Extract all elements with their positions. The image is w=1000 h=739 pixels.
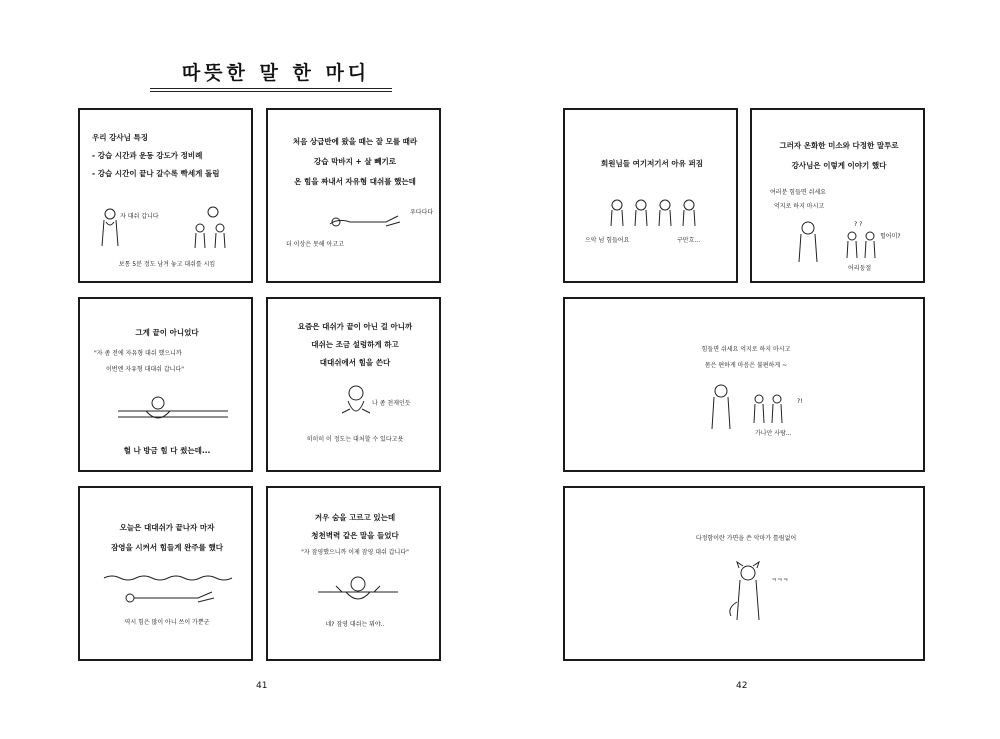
panel-2-line-3: 온 힘을 짜내서 자유형 대쉬를 했는데 <box>294 177 416 186</box>
comic-panel-10 <box>563 486 925 661</box>
panel-6-caption: 히히히 이 정도는 대처할 수 있다고욧 <box>306 436 404 443</box>
panel-2-caption: 더 이상은 못해 아고고 <box>286 241 344 248</box>
panel-4-line-2: 강사님은 이렇게 이야기 했다 <box>791 161 887 170</box>
panel-5-quote-2: 이번엔 자유형 대대쉬 갑니다" <box>106 366 185 373</box>
title-rule-top <box>150 88 392 89</box>
page-title: 따뜻한 말 한 마디 <box>181 62 371 84</box>
panel-3-line-1: 회원님들 여기저기서 아유 퍼짐 <box>600 159 704 168</box>
panel-2-line-1: 처음 상급반에 왔을 때는 잘 모를 때라 <box>292 137 418 146</box>
panel-5-quote-1: "자 좀 전에 자유형 대쉬 했으니까 <box>94 350 182 357</box>
page-number-left: 41 <box>256 681 268 691</box>
title-rule-bottom <box>150 91 392 92</box>
panel-10-line-1: 다정함이란 가면을 쓴 악마가 틀림없어 <box>695 535 797 542</box>
panel-1-line-2: - 강습 시간과 운동 강도가 정비례 <box>92 151 203 160</box>
swimmer-freestyle-illustration <box>328 208 418 232</box>
comic-panel-6 <box>266 297 441 472</box>
comic-panel-1 <box>78 108 253 283</box>
tired-swimmers-illustration <box>607 198 699 228</box>
swimmer-at-pool-edge-illustration <box>118 395 228 437</box>
panel-2-sfx: 우다다다 <box>410 209 434 216</box>
panel-7-caption: 가나안 사람... <box>755 430 792 437</box>
panel-6-line-1: 요즘은 대쉬가 끝이 아닌 걸 아니까 <box>297 322 413 331</box>
panel-8-caption: 역시 힘은 많이 아니 쓰이 가뿐군 <box>124 619 210 626</box>
panel-4-speech-1: 여러분 힘들면 쉬세요 <box>770 189 826 196</box>
panel-4-speech-2: 억지로 하지 마시고 <box>774 203 825 210</box>
comic-panel-4 <box>750 108 925 283</box>
panel-4-reaction: 헐어미? <box>880 233 901 240</box>
panel-8-line-2: 잠영을 시켜서 힘들게 완주를 했다 <box>111 543 223 552</box>
shocked-swimmer-illustration <box>318 574 398 610</box>
devil-instructor-illustration <box>723 562 773 624</box>
panel-10-sfx: ㅋㅋㅋ <box>771 577 789 584</box>
comic-panel-9 <box>266 486 441 661</box>
panel-4-label: 어리둥절 <box>848 265 872 272</box>
panel-3-speech-right: 구만흐... <box>677 237 701 244</box>
comic-panel-7 <box>563 297 925 472</box>
panel-1-line-3: - 강습 시간이 끝나 갈수록 빡세게 돌림 <box>92 169 220 178</box>
panel-3-speech-left: 으악 넘 힘들어요 <box>585 237 630 244</box>
comic-panel-5 <box>78 297 253 472</box>
panel-9-line-2: 청천벽력 같은 말을 들었다 <box>311 531 399 540</box>
panel-1-line-1: 우리 강사님 특징 <box>92 133 148 142</box>
underwater-swimmer-illustration <box>104 572 232 608</box>
panel-5-line-1: 그게 끝이 아니었다 <box>135 328 199 337</box>
panel-2-line-2: 강습 막바지 + 살 빼기로 <box>314 157 396 166</box>
instructor-and-swimmers-illustration-2 <box>707 383 799 431</box>
panel-8-line-1: 오늘은 대대쉬가 끝나자 마자 <box>119 523 215 532</box>
comic-panel-2 <box>266 108 441 283</box>
panel-1-speech: 자 대쉬 갑니다 <box>120 213 159 220</box>
panel-7-line-1: 힘들면 쉬세요 억지로 하지 마시고 <box>701 346 791 353</box>
smiling-instructor-illustration <box>796 220 886 264</box>
panel-4-marks: ? ? <box>854 221 863 228</box>
panel-9-quote: "자 잠영했으니까 이제 잠영 대쉬 갑니다" <box>301 549 409 556</box>
panel-6-line-3: 대대쉬에서 힘을 쓴다 <box>319 358 391 367</box>
panel-6-line-2: 대쉬는 조금 설렁하게 하고 <box>311 340 399 349</box>
panel-9-line-1: 겨우 숨을 고르고 있는데 <box>314 513 396 522</box>
panel-5-caption: 헐 나 방금 힘 다 썼는데... <box>123 446 211 455</box>
panel-6-speech: 나 좀 천재인듯 <box>372 400 411 407</box>
panel-7-marks: ?! <box>797 398 803 405</box>
comic-panel-3 <box>563 108 738 283</box>
comic-panel-8 <box>78 486 253 661</box>
page-number-right: 42 <box>736 681 748 691</box>
panel-1-caption: 보통 5분 정도 남겨 놓고 대쉬를 시킴 <box>118 261 216 268</box>
panel-7-line-2: 몸은 편하게 마음은 불편하게 ~ <box>704 362 788 369</box>
panel-9-caption: 네? 잠영 대쉬는 뭐야.. <box>325 621 385 628</box>
panel-4-line-1: 그러자 온화한 미소와 다정한 말투로 <box>779 141 899 150</box>
